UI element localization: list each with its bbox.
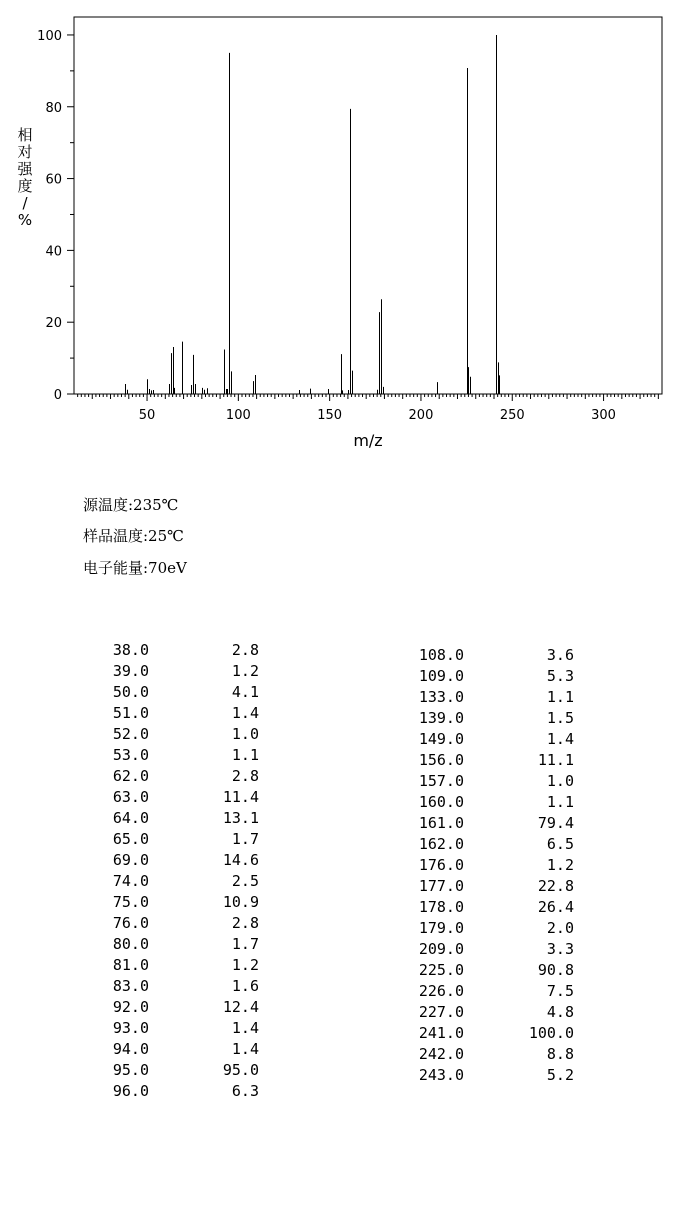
mz-value: 50.0 <box>112 683 149 701</box>
table-row <box>408 792 598 813</box>
mz-value: 96.0 <box>112 1082 149 1100</box>
mz-value: 92.0 <box>112 998 149 1016</box>
source-temperature: 源温度:235℃ <box>83 496 179 514</box>
table-row <box>83 1018 273 1039</box>
table-row <box>83 766 273 787</box>
mz-value: 227.0 <box>418 1003 464 1021</box>
table-row <box>408 897 598 918</box>
mz-value: 63.0 <box>112 788 149 806</box>
table-row <box>408 960 598 981</box>
mz-value: 69.0 <box>112 851 149 869</box>
mz-value: 226.0 <box>418 982 464 1000</box>
axis-ticks <box>67 35 658 401</box>
abundance-value: 5.3 <box>546 667 574 685</box>
mz-value: 160.0 <box>418 793 464 811</box>
mz-value: 178.0 <box>418 898 464 916</box>
table-row <box>83 871 273 892</box>
abundance-value: 6.5 <box>546 835 574 853</box>
table-row <box>408 834 598 855</box>
mz-value: 52.0 <box>112 725 149 743</box>
mz-value: 80.0 <box>112 935 149 953</box>
electron-energy: 电子能量:70eV <box>83 559 187 577</box>
y-tick-label: 40 <box>45 244 62 260</box>
mz-value: 241.0 <box>418 1024 464 1042</box>
table-row <box>83 913 273 934</box>
mz-value: 65.0 <box>112 830 149 848</box>
mz-value: 109.0 <box>418 667 464 685</box>
table-row <box>83 745 273 766</box>
abundance-value: 5.2 <box>546 1066 574 1084</box>
mz-value: 64.0 <box>112 809 149 827</box>
table-row <box>83 661 273 682</box>
abundance-value: 2.8 <box>231 767 259 785</box>
x-tick-label: 100 <box>225 408 251 423</box>
y-tick-label: 80 <box>45 100 62 116</box>
mz-value: 156.0 <box>418 751 464 769</box>
table-row <box>83 934 273 955</box>
table-row <box>83 850 273 871</box>
abundance-value: 4.1 <box>231 683 259 701</box>
x-tick-label: 250 <box>499 408 525 423</box>
abundance-value: 1.7 <box>231 830 259 848</box>
mz-value: 53.0 <box>112 746 149 764</box>
table-row <box>408 918 598 939</box>
abundance-value: 14.6 <box>222 851 259 869</box>
abundance-value: 8.8 <box>546 1045 574 1063</box>
mz-value: 179.0 <box>418 919 464 937</box>
abundance-value: 13.1 <box>222 809 259 827</box>
y-tick-label: 100 <box>37 28 62 44</box>
abundance-value: 90.8 <box>537 961 574 979</box>
table-row <box>83 724 273 745</box>
mz-value: 38.0 <box>112 641 149 659</box>
mz-value: 209.0 <box>418 940 464 958</box>
y-tick-label: 0 <box>53 388 62 403</box>
abundance-value: 3.3 <box>546 940 574 958</box>
abundance-value: 1.4 <box>231 1040 259 1058</box>
y-tick-label: 60 <box>45 172 62 188</box>
axis-tick-labels <box>37 29 616 423</box>
table-row <box>408 981 598 1002</box>
abundance-value: 1.2 <box>546 856 574 874</box>
abundance-value: 4.8 <box>546 1003 574 1021</box>
y-axis-label: 相对强度/ % <box>17 126 33 229</box>
mz-value: 95.0 <box>112 1061 149 1079</box>
peak-table-left <box>83 640 273 1102</box>
sample-temperature: 样品温度:25℃ <box>83 527 184 545</box>
abundance-value: 1.0 <box>546 772 574 790</box>
table-row <box>83 829 273 850</box>
table-row <box>83 1060 273 1081</box>
table-row <box>83 1081 273 1102</box>
abundance-value: 1.5 <box>546 709 574 727</box>
abundance-value: 95.0 <box>222 1061 259 1079</box>
abundance-value: 11.1 <box>537 751 574 769</box>
abundance-value: 1.2 <box>231 956 259 974</box>
peak-table-right <box>408 645 598 1086</box>
table-row <box>408 855 598 876</box>
mz-value: 62.0 <box>112 767 149 785</box>
mz-value: 161.0 <box>418 814 464 832</box>
table-row <box>408 1002 598 1023</box>
mz-value: 133.0 <box>418 688 464 706</box>
abundance-value: 1.7 <box>231 935 259 953</box>
abundance-value: 79.4 <box>537 814 574 832</box>
table-row <box>408 666 598 687</box>
abundance-value: 2.5 <box>231 872 259 890</box>
mz-value: 51.0 <box>112 704 149 722</box>
mz-value: 74.0 <box>112 872 149 890</box>
abundance-value: 1.1 <box>231 746 259 764</box>
abundance-value: 1.4 <box>231 704 259 722</box>
table-row <box>408 1065 598 1086</box>
mz-value: 94.0 <box>112 1040 149 1058</box>
abundance-value: 1.1 <box>546 688 574 706</box>
mz-value: 108.0 <box>418 646 464 664</box>
table-row <box>83 976 273 997</box>
table-row <box>83 640 273 661</box>
x-axis-label: m/z <box>353 431 383 450</box>
abundance-value: 1.4 <box>231 1019 259 1037</box>
abundance-value: 100.0 <box>528 1024 574 1042</box>
mz-value: 157.0 <box>418 772 464 790</box>
mz-value: 139.0 <box>418 709 464 727</box>
table-row <box>83 808 273 829</box>
abundance-value: 2.8 <box>231 914 259 932</box>
table-row <box>408 771 598 792</box>
mz-value: 149.0 <box>418 730 464 748</box>
table-row <box>83 997 273 1018</box>
table-row <box>83 892 273 913</box>
abundance-value: 3.6 <box>546 646 574 664</box>
abundance-value: 7.5 <box>546 982 574 1000</box>
abundance-value: 2.0 <box>546 919 574 937</box>
mz-value: 75.0 <box>112 893 149 911</box>
abundance-value: 1.0 <box>231 725 259 743</box>
table-row <box>408 1023 598 1044</box>
table-row <box>408 939 598 960</box>
abundance-value: 12.4 <box>222 998 259 1016</box>
table-row <box>408 813 598 834</box>
x-tick-label: 300 <box>591 408 616 423</box>
abundance-value: 26.4 <box>537 898 574 916</box>
x-tick-label: 150 <box>317 408 343 423</box>
mass-spectrum-chart <box>0 0 687 460</box>
mz-value: 76.0 <box>112 914 149 932</box>
y-tick-label: 20 <box>45 316 62 332</box>
abundance-value: 1.1 <box>546 793 574 811</box>
mz-value: 39.0 <box>112 662 149 680</box>
abundance-value: 11.4 <box>222 788 259 806</box>
plot-frame <box>74 17 662 394</box>
mz-value: 177.0 <box>418 877 464 895</box>
mz-value: 243.0 <box>418 1066 464 1084</box>
abundance-value: 10.9 <box>222 893 259 911</box>
mz-value: 83.0 <box>112 977 149 995</box>
abundance-value: 6.3 <box>231 1082 259 1100</box>
abundance-value: 1.2 <box>231 662 259 680</box>
abundance-value: 1.4 <box>546 730 574 748</box>
table-row <box>408 876 598 897</box>
table-row <box>408 750 598 771</box>
abundance-value: 22.8 <box>537 877 574 895</box>
mz-value: 162.0 <box>418 835 464 853</box>
mz-value: 225.0 <box>418 961 464 979</box>
mz-value: 176.0 <box>418 856 464 874</box>
mz-value: 93.0 <box>112 1019 149 1037</box>
table-row <box>408 729 598 750</box>
table-row <box>408 1044 598 1065</box>
x-tick-label: 200 <box>408 408 434 423</box>
abundance-value: 1.6 <box>231 977 259 995</box>
mz-value: 242.0 <box>418 1045 464 1063</box>
table-row <box>83 1039 273 1060</box>
x-tick-label: 50 <box>138 408 156 423</box>
table-row <box>83 703 273 724</box>
abundance-value: 2.8 <box>231 641 259 659</box>
table-row <box>408 645 598 666</box>
table-row <box>83 955 273 976</box>
table-row <box>408 708 598 729</box>
table-row <box>83 787 273 808</box>
table-row <box>83 682 273 703</box>
mz-value: 81.0 <box>112 956 149 974</box>
table-row <box>408 687 598 708</box>
spectrum-peaks <box>126 35 500 394</box>
